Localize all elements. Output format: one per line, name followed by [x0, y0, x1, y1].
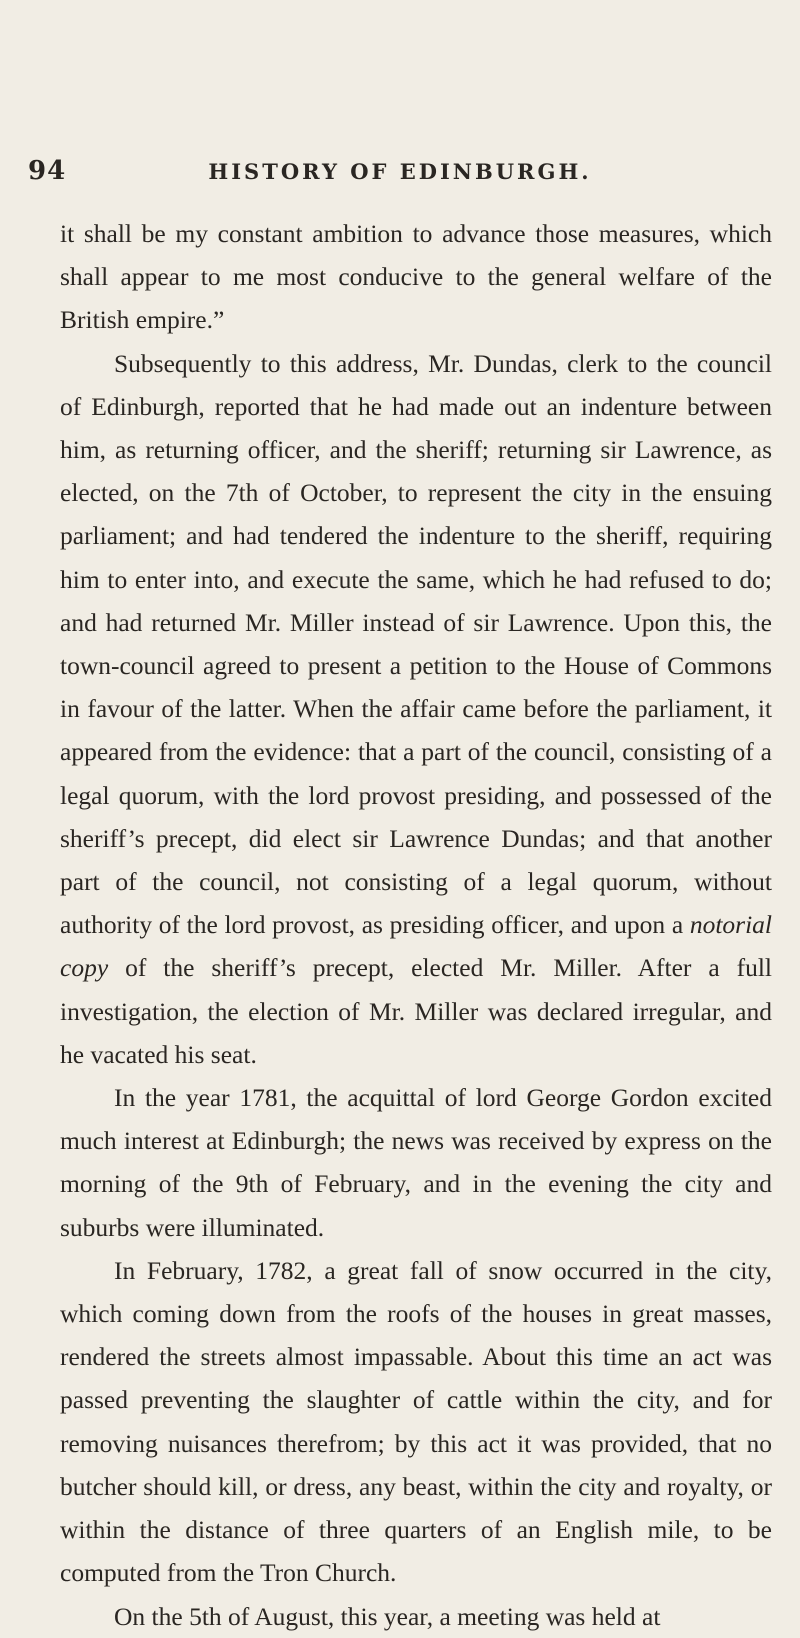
page-header: [28, 156, 772, 190]
paragraph-2-italic-phrase: notorial copy: [60, 910, 772, 983]
running-head: HISTORY OF EDINBURGH.: [208, 159, 592, 184]
page-number: 94: [28, 156, 67, 186]
paragraph-4: In February, 1782, a great fall of snow occurred in the city, which coming down from the roofs of the houses in great masses, rendered the streets almost impassable. About this time an act was passed preventing the slaughter of cattle within the city, and for removing nuisances therefrom; by this act it was provided, that no butcher should kill, or dress, any beast, within the city and royalty, or within the distance of three quarters of an English mile, to be computed from the Tron Church.: [60, 1255, 772, 1588]
paragraph-2: [60, 342, 772, 1076]
paragraph-2-text-before: Subsequently to this address, Mr. Dundas, clerk to the council of Edinburgh, reported that he had made out an indenture between him, as returning officer, and the sheriff; returning sir Lawrence, as elected, on the 7th of October, to represent the city in the ensuing parliament; and had tendered the indenture to the sheriff, requiring him to enter into, and execute the same, which he had refused to do; and had returned Mr. Miller instead of sir Lawrence. Upon this, the town-council agreed to present a petition to the House of Commons in favour of the latter. When the affair came before the parliament, it appeared from the evidence: that a part of the council, consisting of a legal quorum, with the lord provost presiding, and possessed of the sheriff’s precept, did elect sir Lawrence Dundas; and that another part of the council, not consisting of a legal quorum, without authority of the lord provost, as presiding officer, and upon a: [60, 348, 772, 940]
body-text: [60, 212, 772, 1638]
paragraph-5: On the 5th of August, this year, a meeting was held at: [114, 1601, 661, 1631]
paragraph-2-text-after: of the sheriff’s precept, elected Mr. Miller. After a full investigation, the election of Mr. Miller was declared irregular, and he vacated his seat.: [60, 953, 772, 1069]
paragraph-1: it shall be my constant ambition to advance those measures, which shall appear to me most conducive to the general welfare of the British empire.”: [60, 219, 772, 335]
paragraph-3: In the year 1781, the acquittal of lord George Gordon excited much interest at Edinburgh; the news was received by express on the morning of the 9th of February, and in the evening the city and suburbs were illuminated.: [60, 1083, 772, 1242]
